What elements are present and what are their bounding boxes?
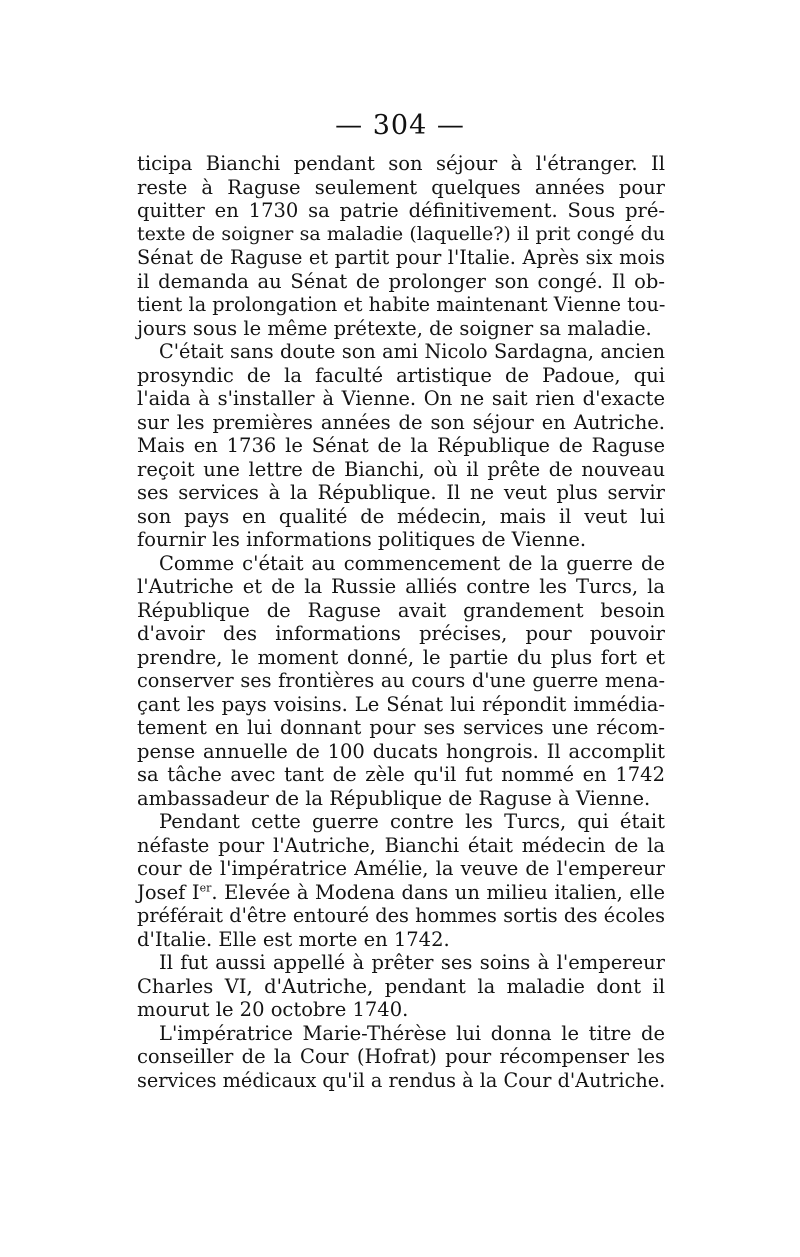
text-line: prendre, le moment donné, le partie du plus fort et [137,645,665,669]
text-line: Mais en 1736 le Sénat de la République de Raguse [137,434,665,457]
text-line: il demanda au Sénat de prolonger son congé. Il ob- [137,269,665,293]
text-line: fournir les informations politiques de Vienne. [137,528,587,551]
text-line: quitter en 1730 sa patrie définitivement. Sous pré- [137,199,665,222]
text-line: l'Autriche et de la Russie alliés contre les Turcs, la [137,575,665,598]
body-text [137,152,665,1092]
text-line: préférait d'être entouré des hommes sortis des écoles [137,904,665,927]
text-line: texte de soigner sa maladie (laquelle?) il prit congé du [137,222,665,245]
text-line: ticipa Bianchi pendant son séjour à l'étranger. Il [137,152,665,175]
text-line: tient la prolongation et habite maintenant Vienne tou- [137,293,666,316]
text-line: son pays en qualité de médecin, mais il veut lui [137,504,665,528]
text-line: pense annuelle de 100 ducats hongrois. Il accomplit [137,739,665,763]
text-line: ambassadeur de la République de Raguse à Vienne. [137,786,651,810]
text-line: Charles VI, d'Autriche, pendant la maladie dont il [137,974,665,998]
text-line: ses services à la République. Il ne veut plus servir [137,481,665,504]
text-line: L'impératrice Marie-Thérèse lui donna le titre de [159,1021,665,1045]
page-number: — 304 — [335,110,465,141]
text-line: conseiller de la Cour (Hofrat) pour récompenser les [137,1045,665,1068]
text-line: Sénat de Raguse et partit pour l'Italie. Après six mois [137,246,665,269]
text-line: tement en lui donnant pour ses services une récom- [137,716,665,739]
text-line: Josef Ier. Elevée à Modena dans un milieu italien, elle [137,880,665,904]
text-line: sur les premières années de son séjour en Autriche. [137,410,665,434]
text-line: reçoit une lettre de Bianchi, où il prête de nouveau [137,457,665,481]
text-line: Il fut aussi appellé à prêter ses soins à l'empereur [159,951,665,974]
text-line: d'Italie. Elle est morte en 1742. [137,927,450,951]
text-line: cour de l'impératrice Amélie, la veuve de l'empereur [137,857,665,880]
text-line: prosyndic de la faculté artistique de Padoue, qui [137,363,665,387]
text-line: République de Raguse avait grandement besoin [137,598,665,622]
text-line: Comme c'était au commencement de la guerre de [159,551,665,575]
text-line: C'était sans doute son ami Nicolo Sardagna, ancien [159,340,665,363]
text-line: jours sous le même prétexte, de soigner sa maladie. [137,316,652,340]
text-line: conserver ses frontières au cours d'une guerre mena- [137,669,665,692]
text-line: services médicaux qu'il a rendus à la Cour d'Autriche. [137,1068,666,1092]
text-line: çant les pays voisins. Le Sénat lui répondit immédia- [137,692,665,716]
text-line: d'avoir des informations précises, pour pouvoir [137,622,665,645]
text-line: mourut le 20 octobre 1740. [137,998,409,1021]
text-line: Pendant cette guerre contre les Turcs, qui était [159,810,665,833]
text-line: reste à Raguse seulement quelques années pour [137,175,665,199]
text-line: l'aida à s'installer à Vienne. On ne sait rien d'exacte [137,387,665,410]
text-line: néfaste pour l'Autriche, Bianchi était médecin de la [137,833,665,857]
text-line: sa tâche avec tant de zèle qu'il fut nommé en 1742 [137,763,665,786]
